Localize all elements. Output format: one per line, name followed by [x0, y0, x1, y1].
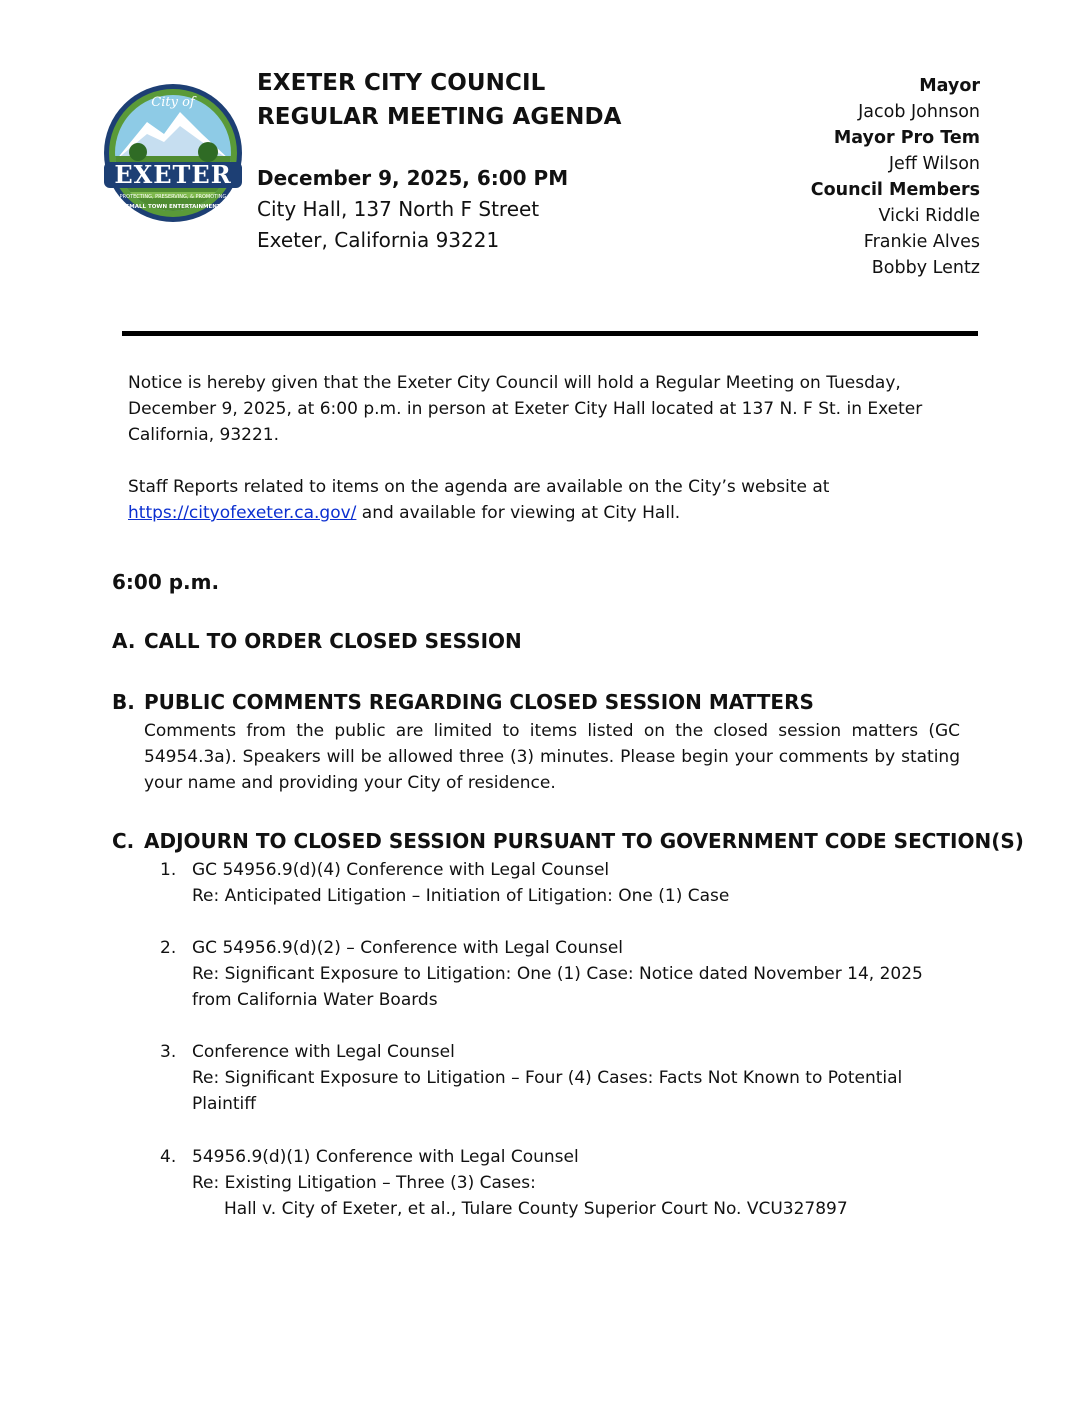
staff-reports-tail: and available for viewing at City Hall. [356, 503, 681, 523]
closed-session-item [160, 857, 940, 909]
section-letter: B. [112, 690, 135, 714]
header-divider [122, 331, 978, 336]
mayor-label: Mayor [919, 76, 980, 96]
section-title: PUBLIC COMMENTS REGARDING CLOSED SESSION MATTERS [144, 690, 814, 714]
section-title: CALL TO ORDER CLOSED SESSION [144, 629, 522, 653]
pro-tem-name: Jeff Wilson [888, 154, 980, 174]
item-line: 54956.9(d)(1) Conference with Legal Counsel [192, 1147, 579, 1167]
section-b-description: Comments from the public are limited to items listed on the closed session matters (GC 54954.3a). Speakers will be allowed three (3) minutes. Please begin your comments by stating your name and providing your City of residence. [144, 721, 960, 793]
closed-session-item [160, 1039, 940, 1117]
item-line: Plaintiff [192, 1094, 256, 1114]
item-line: Conference with Legal Counsel [192, 1042, 455, 1062]
council-roster [811, 73, 980, 281]
time-heading: 6:00 p.m. [112, 570, 220, 594]
closed-session-item [160, 935, 940, 1013]
title-line-1: EXETER CITY COUNCIL [257, 70, 546, 96]
council-member: Bobby Lentz [871, 258, 980, 278]
item-line: Re: Anticipated Litigation – Initiation of Litigation: One (1) Case [192, 886, 730, 906]
agenda-title [257, 66, 622, 134]
logo-motto: PROTECTING, PRESERVING, & PROMOTING [119, 194, 227, 200]
city-seal-logo [102, 82, 244, 224]
logo-tagline: SMALL TOWN ENTERTAINMENT [125, 204, 221, 210]
logo-city-name: EXETER [114, 160, 232, 189]
staff-reports-paragraph [128, 474, 958, 526]
section-title: ADJOURN TO CLOSED SESSION PURSUANT TO GOVERNMENT CODE SECTION(S) [144, 829, 1024, 853]
item-line: Re: Existing Litigation – Three (3) Cases: [192, 1173, 536, 1193]
council-member: Frankie Alves [863, 232, 980, 252]
meeting-address-line-1: City Hall, 137 North F Street [257, 197, 540, 221]
meeting-datetime: December 9, 2025, 6:00 PM [257, 166, 569, 190]
item-number: 2. [160, 938, 177, 958]
notice-line: Notice is hereby given that the Exeter City Council will hold a Regular Meeting on Tuesday, [128, 373, 901, 393]
meeting-address-line-2: Exeter, California 93221 [257, 228, 500, 252]
section-c-heading [112, 829, 1024, 853]
logo-top-text: City of [151, 95, 195, 110]
pro-tem-label: Mayor Pro Tem [833, 128, 980, 148]
case-reference: Hall v. City of Exeter, et al., Tulare County Superior Court No. VCU327897 [224, 1199, 848, 1219]
item-number: 4. [160, 1147, 177, 1167]
section-a-heading [112, 629, 522, 653]
title-line-2: REGULAR MEETING AGENDA [257, 104, 622, 130]
city-website-link[interactable]: https://cityofexeter.ca.gov/ [128, 503, 357, 523]
item-line: from California Water Boards [192, 990, 438, 1010]
staff-reports-line [128, 500, 958, 526]
item-number: 1. [160, 860, 177, 880]
staff-reports-line: Staff Reports related to items on the agenda are available on the City’s website at [128, 477, 830, 497]
section-letter: C. [112, 829, 135, 853]
council-member: Vicki Riddle [878, 206, 980, 226]
section-b-heading [112, 690, 814, 714]
item-line: GC 54956.9(d)(4) Conference with Legal Counsel [192, 860, 610, 880]
item-line: Re: Significant Exposure to Litigation – Four (4) Cases: Facts Not Known to Potential [192, 1068, 903, 1088]
closed-session-item [160, 1144, 940, 1222]
section-letter: A. [112, 629, 136, 653]
item-line: GC 54956.9(d)(2) – Conference with Legal Counsel [192, 938, 624, 958]
mayor-name: Jacob Johnson [858, 102, 980, 122]
notice-paragraph [128, 370, 958, 448]
item-number: 3. [160, 1042, 177, 1062]
notice-line: California, 93221. [128, 425, 280, 445]
notice-line: December 9, 2025, at 6:00 p.m. in person at Exeter City Hall located at 137 N. F St. in Exeter [128, 399, 923, 419]
item-line: Re: Significant Exposure to Litigation: One (1) Case: Notice dated November 14, 2025 [192, 964, 923, 984]
council-members-label: Council Members [810, 180, 980, 200]
